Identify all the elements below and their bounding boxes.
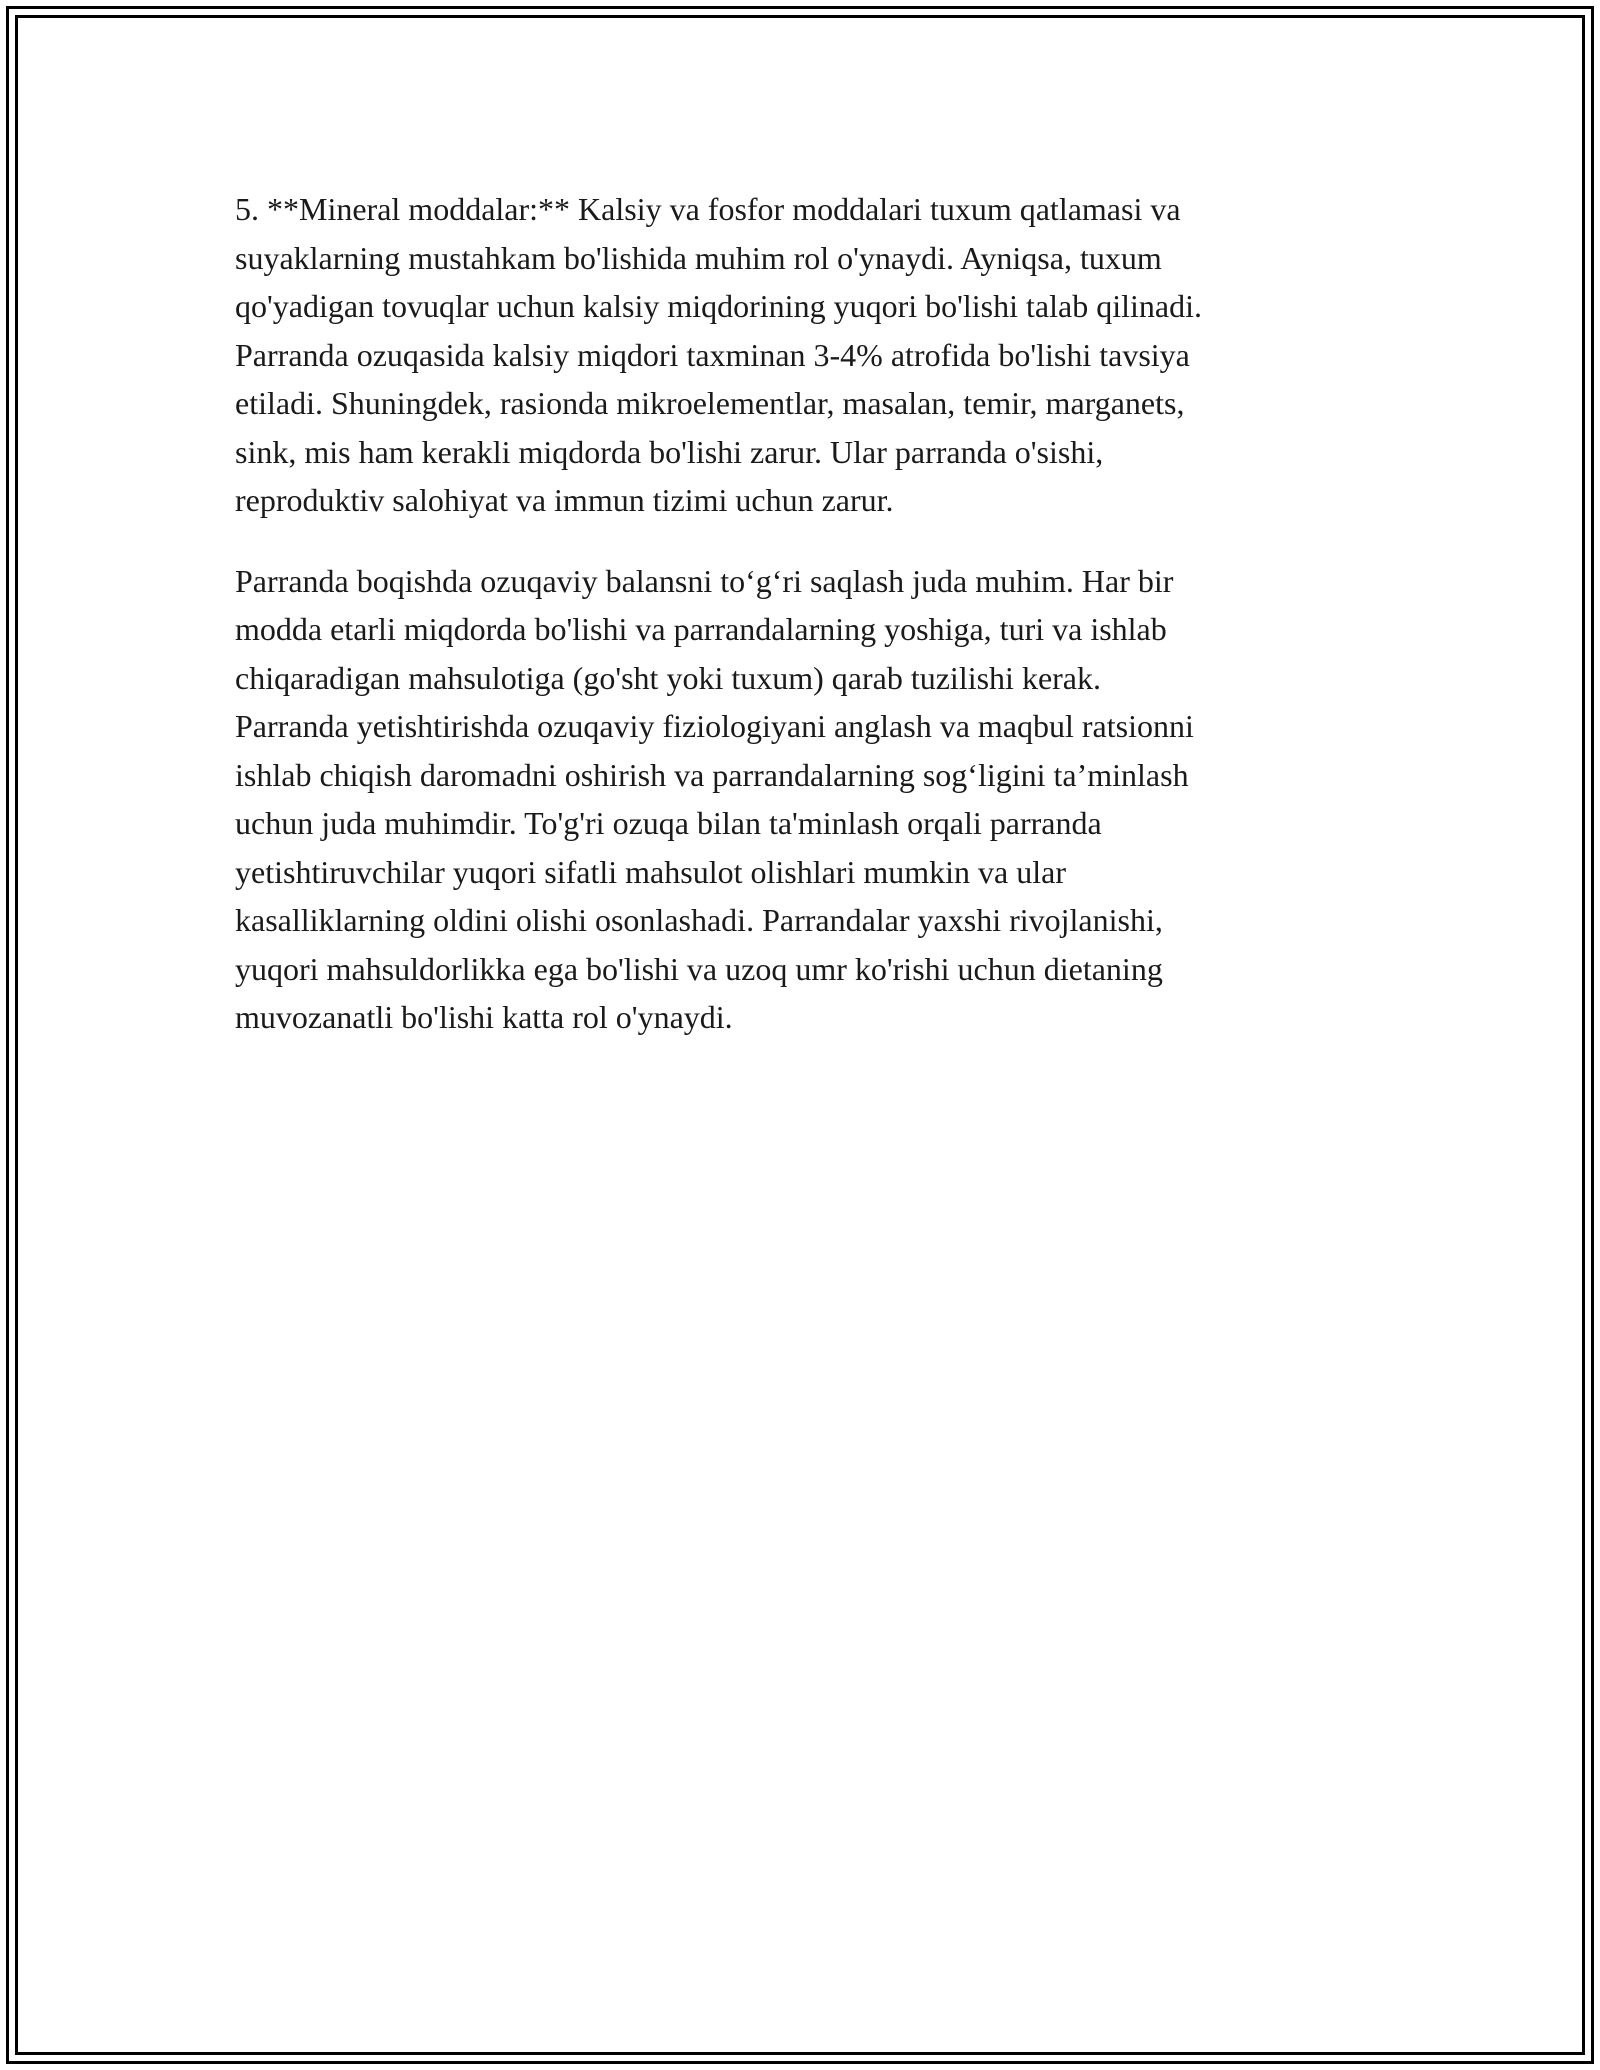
text-line: sink, mis ham kerakli miqdorda bo'lishi zarur. Ular parranda o'sishi, [235,433,1104,470]
text-line: Parranda boqishda ozuqaviy balansni to‘g‘ri saqlash juda muhim. Har bir [235,562,1174,599]
text-line: modda etarli miqdorda bo'lishi va parrandalarning yoshiga, turi va ishlab [235,611,1167,647]
text-line: reproduktiv salohiyat va immun tizimi uchun zarur. [235,482,894,518]
paragraph-balance [235,557,1365,1042]
text-line: yetishtiruvchilar yuqori sifatli mahsulot olishlari mumkin va ular [235,853,1066,890]
text-line: Parranda ozuqasida kalsiy miqdori taxminan 3-4% atrofida bo'lishi tavsiya [235,336,1190,373]
text-line: uchun juda muhimdir. To'g'ri ozuqa bilan ta'minlash orqali parranda [235,805,1102,841]
text-line: chiqaradigan mahsulotiga (go'sht yoki tuxum) qarab tuzilishi kerak. [235,659,1101,696]
text-line: muvozanatli bo'lishi katta rol o'ynaydi. [235,999,733,1035]
text-line: ishlab chiqish daromadni oshirish va parrandalarning sog‘ligini ta’minlash [235,756,1189,793]
text-line: suyaklarning mustahkam bo'lishida muhim rol o'ynaydi. Ayniqsa, tuxum [235,239,1162,276]
paragraph-minerals [235,185,1365,525]
text-line: Parranda yetishtirishda ozuqaviy fiziologiyani anglash va maqbul ratsionni [235,708,1194,744]
text-line: qo'yadigan tovuqlar uchun kalsiy miqdorining yuqori bo'lishi talab qilinadi. [235,288,1202,324]
text-line: yuqori mahsuldorlikka ega bo'lishi va uzoq umr ko'rishi uchun dietaning [235,950,1163,987]
text-line: 5. **Mineral moddalar:** Kalsiy va fosfor moddalari tuxum qatlamasi va [235,191,1181,227]
document-body [235,185,1365,1074]
text-line: kasalliklarning oldini olishi osonlashadi. Parrandalar yaxshi rivojlanishi, [235,902,1163,938]
text-line: etiladi. Shuningdek, rasionda mikroelementlar, masalan, temir, marganets, [235,385,1185,421]
